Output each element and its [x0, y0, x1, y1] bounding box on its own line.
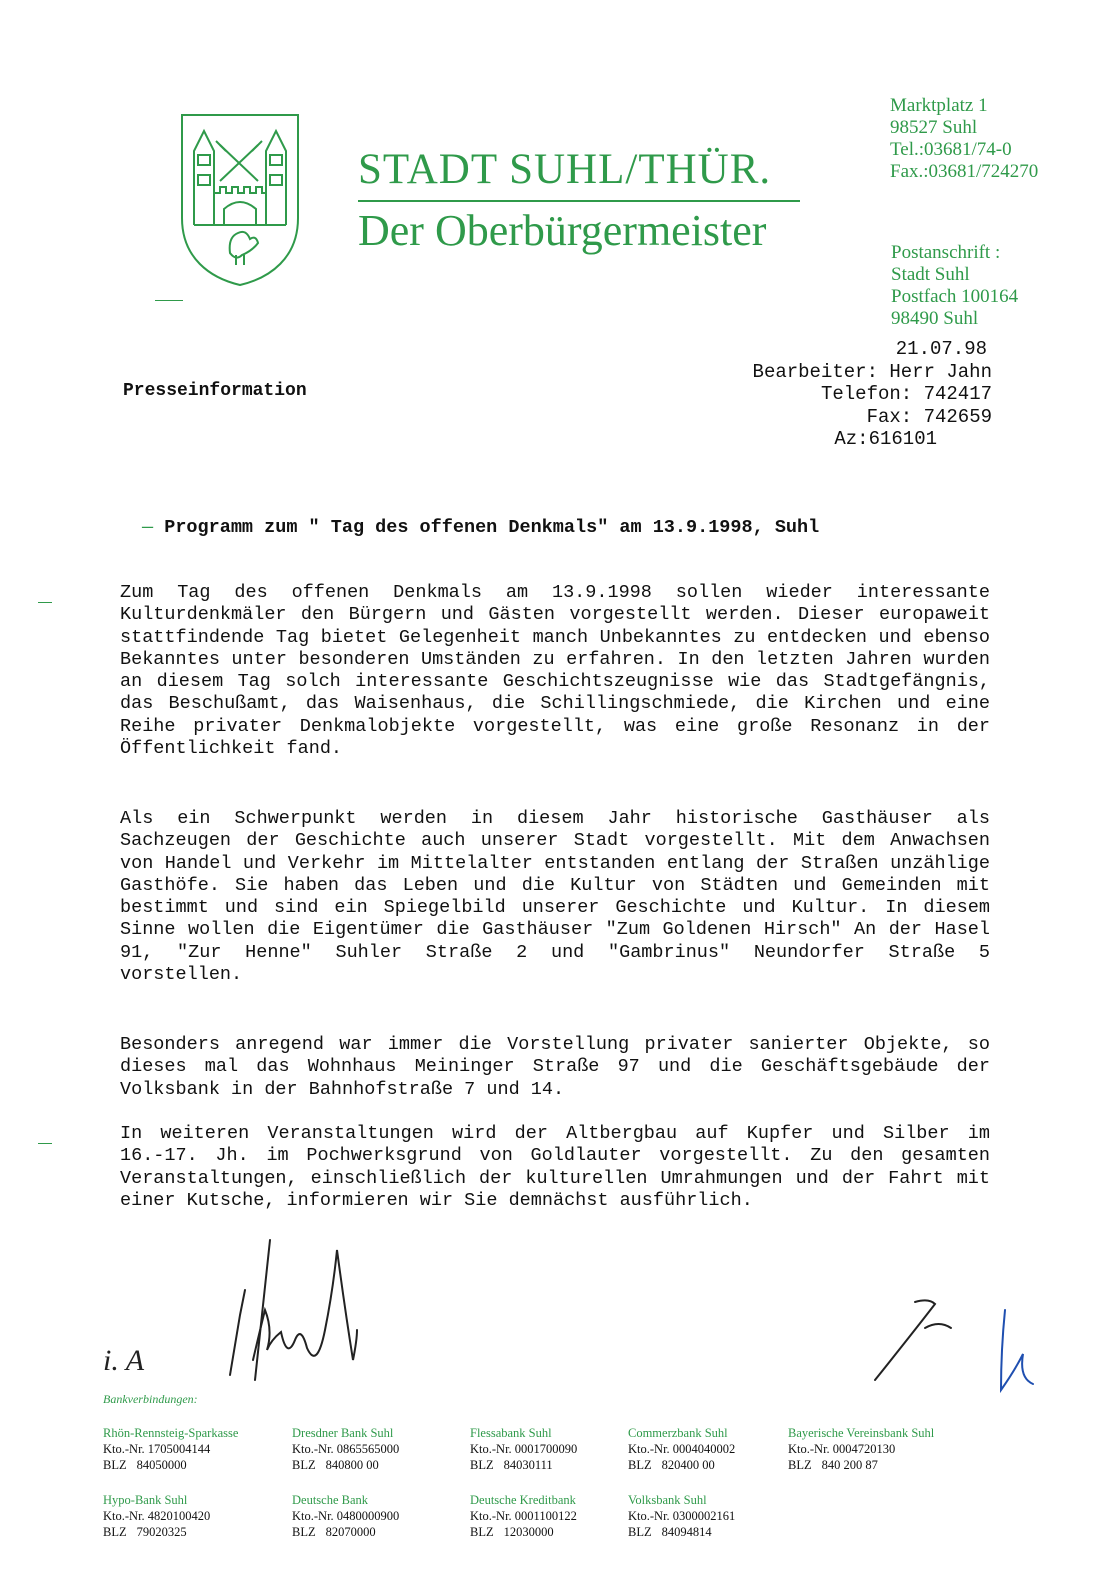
bank-code: BLZ 820400 00: [628, 1458, 715, 1472]
bank-entry: [470, 1425, 577, 1473]
account-number: Kto.-Nr. 0300002161: [628, 1509, 736, 1523]
bank-code: BLZ 84050000: [103, 1458, 187, 1472]
bank-name: Dresdner Bank Suhl: [292, 1426, 394, 1440]
bank-heading: Bankverbindungen:: [103, 1392, 198, 1406]
margin-mark: [38, 1143, 52, 1144]
account-number: Kto.-Nr. 0004040002: [628, 1442, 736, 1456]
bank-name: Volksbank Suhl: [628, 1493, 707, 1507]
bank-entry: [103, 1492, 210, 1540]
account-number: Kto.-Nr. 4820100420: [103, 1509, 211, 1523]
office-subtitle: Der Oberbürgermeister: [358, 206, 767, 255]
bank-code: BLZ 84094814: [628, 1525, 712, 1539]
bank-entry: [292, 1492, 399, 1540]
bank-code: BLZ 12030000: [470, 1525, 554, 1539]
city-title: STADT SUHL/THÜR.: [358, 146, 772, 193]
signature-left: [95, 1230, 395, 1400]
bank-name: Commerzbank Suhl: [628, 1426, 728, 1440]
postal-name: Stadt Suhl: [891, 264, 970, 285]
postal-block: [891, 242, 1018, 330]
account-number: Kto.-Nr. 0480000900: [292, 1509, 400, 1523]
body-paragraph: In weiteren Veranstaltungen wird der Altbergbau auf Kupfer und Silber im 16.-17. Jh. im Pochwerksgrund von Goldlauter vorgestellt. Zu den gesamten Veranstaltungen, einschließlich der kulturellen Umrahmungen und der Fahrt mit einer Kutsche, informieren wir Sie demnächst ausführlich.: [120, 1123, 990, 1211]
bank-entry: [292, 1425, 399, 1473]
letter-date: 21.07.98: [895, 338, 987, 360]
handler: Bearbeiter: Herr Jahn: [752, 360, 992, 383]
handler-phone: Telefon: 742417: [820, 383, 992, 405]
postal-label: Postanschrift :: [891, 242, 1001, 263]
postal-city: 98490 Suhl: [891, 308, 979, 329]
contact-city: 98527 Suhl: [890, 117, 978, 138]
bank-entry: [628, 1425, 735, 1473]
bank-code: BLZ 79020325: [103, 1525, 187, 1539]
margin-mark: [38, 602, 52, 603]
bank-name: Flessabank Suhl: [470, 1426, 552, 1440]
press-label: Presseinformation: [123, 381, 307, 401]
account-number: Kto.-Nr. 0001700090: [470, 1442, 578, 1456]
handler-fax: Fax: 742659: [866, 405, 992, 428]
bank-code: BLZ 840 200 87: [788, 1458, 878, 1472]
bank-name: Bayerische Vereinsbank Suhl: [788, 1426, 935, 1440]
account-number: Kto.-Nr. 1705004144: [103, 1442, 211, 1456]
subject-line: [142, 517, 819, 538]
bank-code: BLZ 84030111: [470, 1458, 553, 1472]
account-number: Kto.-Nr. 0004720130: [788, 1442, 896, 1456]
account-number: Kto.-Nr. 0865565000: [292, 1442, 400, 1456]
subject-text: Programm zum " Tag des offenen Denkmals" am 13.9.1998, Suhl: [164, 517, 820, 538]
bank-name: Deutsche Kreditbank: [470, 1493, 576, 1507]
bank-code: BLZ 82070000: [292, 1525, 376, 1539]
bank-entry: [788, 1425, 934, 1473]
bank-entry: [628, 1492, 735, 1540]
subject-dash: —: [142, 517, 165, 538]
bank-name: Deutsche Bank: [292, 1493, 369, 1507]
account-number: Kto.-Nr. 0001100122: [470, 1509, 577, 1523]
signature-initials: i. A: [103, 1344, 145, 1377]
body-paragraph: Besonders anregend war immer die Vorstellung privater sanierter Objekte, so dieses mal das Wohnhaus Meininger Straße 97 und die Geschäftsgebäude der Volksbank in der Bahnhofstraße 7 und 14.: [120, 1034, 990, 1100]
bank-code: BLZ 840800 00: [292, 1458, 379, 1472]
signature-right: [855, 1290, 1055, 1410]
contact-phone: Tel.:03681/74-0: [890, 139, 1012, 160]
meta-block: [753, 338, 992, 451]
bank-entry: [103, 1425, 238, 1473]
contact-block: [890, 95, 1038, 183]
bank-entry: [470, 1492, 577, 1540]
postal-box: Postfach 100164: [891, 286, 1019, 307]
title-rule: [358, 200, 800, 202]
contact-address: Marktplatz 1: [890, 95, 988, 116]
bank-name: Hypo-Bank Suhl: [103, 1493, 188, 1507]
bank-name: Rhön-Rennsteig-Sparkasse: [103, 1426, 239, 1440]
fold-mark: [155, 300, 183, 301]
body-paragraph: Als ein Schwerpunkt werden in diesem Jahr historische Gasthäuser als Sachzeugen der Geschichte auch unserer Stadt vorgestellt. Mit dem Anwachsen von Handel und Verkehr im Mittelalter entstanden entlang der Straßen unzählige Gasthöfe. Sie haben das Leben und die Kultur von Städten und Gemeinden mit bestimmt und sind ein Spiegelbild unserer Geschichte und Kultur. In diesem Sinne wollen die Eigentümer die Gasthäuser "Zum Goldenen Hirsch" An der Hasel 91, "Zur Henne" Suhler Straße 2 und "Gambrinus" Neundorfer Straße 5 vorstellen.: [120, 808, 990, 986]
contact-fax: Fax.:03681/724270: [890, 161, 1039, 182]
file-reference: Az:616101: [834, 428, 937, 450]
coat-of-arms-icon: [180, 113, 300, 288]
body-paragraph: Zum Tag des offenen Denkmals am 13.9.1998 sollen wieder interessante Kulturdenkmäler den Bürgern und Gästen vorgestellt werden. Dieser europaweit stattfindende Tag bietet Gelegenheit manch Unbekanntes zu entdecken und ebenso Bekanntes unter besonderen Umständen zu erfahren. In den letzten Jahren wurden an diesem Tag solch interessante Geschichtszeugnisse wie das Stadtgefängnis, das Beschußamt, das Waisenhaus, die Schillingschmiede, die Kirchen und eine Reihe privater Denkmalobjekte vorgestellt, was eine große Resonanz in der Öffentlichkeit fand.: [120, 582, 990, 760]
